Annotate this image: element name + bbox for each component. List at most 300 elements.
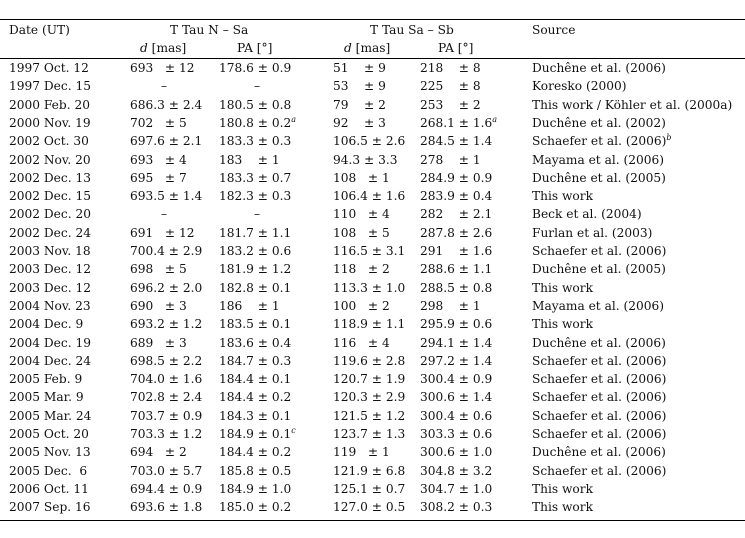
cell-sasb-d — [333, 464, 405, 478]
cell-sasb-pa — [420, 116, 497, 130]
cell-value: 113.3 ± 1.0 — [333, 280, 406, 295]
cell-value: 184.4 ± 0.1 — [219, 372, 292, 387]
cell-source — [532, 171, 666, 185]
cell-sasb-pa — [420, 98, 481, 112]
cell-value: 180.8 ± 0.2 — [219, 115, 292, 130]
cell-sasb-pa — [420, 354, 492, 368]
cell-nsa-pa — [219, 244, 291, 258]
cell-date — [9, 317, 83, 331]
cell-value: Duchêne et al. (2005) — [532, 170, 666, 185]
cell-value: 106.4 ± 1.6 — [333, 189, 406, 204]
cell-value: Duchêne et al. (2006) — [532, 335, 666, 350]
cell-value: Schaefer et al. (2006) — [532, 372, 667, 387]
cell-value: 2005 Mar. 9 — [9, 390, 84, 405]
cell-date — [9, 409, 91, 423]
cell-source — [532, 207, 642, 221]
cell-value: 298 ± 1 — [420, 298, 481, 313]
d-symbol: d — [344, 41, 352, 55]
cell-nsa-pa — [219, 171, 291, 185]
cell-value: Duchêne et al. (2006) — [532, 445, 666, 460]
cell-source — [532, 262, 666, 276]
cell-sasb-d — [333, 171, 390, 185]
cell-value: 288.6 ± 1.1 — [420, 262, 493, 277]
cell-date — [9, 336, 91, 350]
cell-value: 2006 Oct. 11 — [9, 481, 89, 496]
cell-value: 703.0 ± 5.7 — [130, 463, 203, 478]
cell-value: 278 ± 1 — [420, 152, 481, 167]
cell-nsa-pa — [219, 390, 291, 404]
cell-value: 294.1 ± 1.4 — [420, 335, 493, 350]
cell-value: 182.3 ± 0.3 — [219, 189, 292, 204]
cell-date — [9, 116, 91, 130]
cell-value: 185.8 ± 0.5 — [219, 463, 292, 478]
cell-value: This work — [532, 500, 593, 515]
cell-sasb-pa — [420, 299, 481, 313]
cell-value: 308.2 ± 0.3 — [420, 500, 493, 515]
cell-sasb-d — [333, 189, 405, 203]
cell-sasb-pa — [420, 134, 492, 148]
cell-sasb-pa — [420, 336, 492, 350]
cell-sasb-pa — [420, 445, 492, 459]
cell-date — [9, 134, 89, 148]
cell-value: – — [254, 79, 261, 94]
cell-sasb-pa — [420, 207, 492, 221]
cell-source — [532, 116, 666, 130]
cell-source — [532, 226, 652, 240]
cell-value: 2007 Sep. 16 — [9, 500, 91, 515]
cell-value: 693.5 ± 1.4 — [130, 189, 203, 204]
cell-value: 297.2 ± 1.4 — [420, 353, 493, 368]
cell-value: 184.3 ± 0.1 — [219, 408, 292, 423]
cell-source — [532, 281, 593, 295]
cell-date — [9, 171, 91, 185]
cell-nsa-d — [130, 317, 202, 331]
cell-sasb-pa — [420, 372, 492, 386]
cell-nsa-d — [130, 189, 202, 203]
cell-date — [9, 500, 91, 514]
cell-source — [532, 61, 666, 75]
cell-value: 686.3 ± 2.4 — [130, 97, 203, 112]
header-sasb-pa: PA [°] — [438, 41, 474, 55]
cell-value: – — [254, 207, 261, 222]
cell-value: 100 ± 2 — [333, 298, 390, 313]
cell-value: Duchêne et al. (2005) — [532, 262, 666, 277]
cell-sasb-pa — [420, 226, 492, 240]
cell-value: 2002 Dec. 15 — [9, 189, 91, 204]
cell-value: 2002 Dec. 24 — [9, 225, 91, 240]
cell-date — [9, 299, 91, 313]
cell-sasb-pa — [420, 409, 492, 423]
cell-value: 2005 Oct. 20 — [9, 427, 89, 441]
cell-value: 181.7 ± 1.1 — [219, 225, 292, 240]
cell-date — [9, 226, 91, 240]
cell-nsa-pa — [219, 464, 291, 478]
cell-value: 300.4 ± 0.6 — [420, 408, 493, 423]
cell-value: 1997 Oct. 12 — [9, 61, 89, 75]
cell-value: Duchêne et al. (2006) — [532, 61, 666, 75]
cell-value: 2002 Oct. 30 — [9, 134, 89, 149]
cell-value: 698.5 ± 2.2 — [130, 353, 203, 368]
cell-value: 125.1 ± 0.7 — [333, 481, 406, 496]
cell-value: 183 ± 1 — [219, 152, 280, 167]
cell-value: 183.5 ± 0.1 — [219, 317, 292, 332]
cell-value: Mayama et al. (2006) — [532, 152, 665, 167]
cell-value: 181.9 ± 1.2 — [219, 262, 292, 277]
cell-value: 94.3 ± 3.3 — [333, 152, 398, 167]
cell-date — [9, 79, 91, 93]
cell-source — [532, 354, 666, 368]
cell-date — [9, 207, 91, 221]
cell-value: 184.9 ± 1.0 — [219, 481, 292, 496]
cell-value: 218 ± 8 — [420, 61, 481, 75]
cell-value: 116 ± 4 — [333, 335, 390, 350]
top-rule — [0, 19, 745, 20]
cell-value: 300.6 ± 1.4 — [420, 390, 493, 405]
header-sasb-d — [344, 41, 390, 55]
cell-nsa-pa — [254, 207, 260, 221]
cell-value: 119 ± 1 — [333, 445, 390, 460]
cell-value: 121.5 ± 1.2 — [333, 408, 406, 423]
cell-value: 1997 Dec. 15 — [9, 79, 91, 94]
cell-sasb-d — [333, 390, 405, 404]
cell-sasb-d — [333, 262, 390, 276]
cell-value: 693 ± 4 — [130, 152, 187, 167]
cell-value: 2004 Dec. 24 — [9, 353, 91, 368]
d-unit: [mas] — [147, 41, 187, 55]
cell-sasb-d — [333, 445, 390, 459]
cell-nsa-d — [161, 207, 167, 221]
cell-sasb-d — [333, 153, 397, 167]
cell-value: This work — [532, 280, 593, 295]
header-date: Date (UT) — [9, 23, 70, 37]
cell-value: 116.5 ± 3.1 — [333, 244, 406, 258]
cell-source — [532, 445, 666, 459]
cell-nsa-pa — [219, 372, 291, 386]
cell-nsa-pa — [219, 153, 280, 167]
cell-value: 2002 Nov. 20 — [9, 152, 91, 167]
cell-nsa-pa — [219, 116, 296, 130]
cell-sasb-d — [333, 116, 386, 130]
cell-value: 2003 Dec. 12 — [9, 280, 91, 295]
header-group-sasb: T Tau Sa – Sb — [370, 23, 454, 37]
cell-value: 253 ± 2 — [420, 97, 481, 112]
cell-value: 695 ± 7 — [130, 170, 187, 185]
cell-sasb-pa — [420, 262, 492, 276]
footnote-marker: c — [291, 425, 296, 435]
cell-nsa-d — [130, 336, 187, 350]
cell-sasb-pa — [420, 281, 492, 295]
cell-value: Schaefer et al. (2006) — [532, 408, 667, 423]
cell-value: 106.5 ± 2.6 — [333, 134, 406, 149]
cell-value: 703.7 ± 0.9 — [130, 408, 203, 423]
cell-nsa-pa — [219, 317, 291, 331]
cell-value: Schaefer et al. (2006) — [532, 244, 667, 258]
cell-value: 2005 Nov. 13 — [9, 445, 91, 460]
footnote-marker: a — [291, 114, 297, 124]
cell-sasb-d — [333, 281, 405, 295]
cell-value: 184.4 ± 0.2 — [219, 445, 292, 460]
cell-sasb-pa — [420, 171, 492, 185]
cell-date — [9, 372, 82, 386]
cell-nsa-pa — [219, 299, 280, 313]
cell-nsa-d — [130, 134, 202, 148]
cell-nsa-d — [130, 116, 187, 130]
cell-nsa-d — [161, 79, 167, 93]
cell-nsa-pa — [219, 61, 291, 75]
cell-sasb-pa — [420, 153, 481, 167]
cell-value: 693 ± 12 — [130, 61, 195, 75]
cell-date — [9, 189, 91, 203]
cell-nsa-pa — [219, 189, 291, 203]
cell-value: 288.5 ± 0.8 — [420, 280, 493, 295]
cell-value: 180.5 ± 0.8 — [219, 97, 292, 112]
d-unit: [mas] — [351, 41, 391, 55]
cell-sasb-d — [333, 336, 390, 350]
cell-value: Beck et al. (2004) — [532, 207, 642, 222]
cell-nsa-d — [130, 464, 202, 478]
cell-sasb-d — [333, 207, 390, 221]
cell-sasb-d — [333, 500, 405, 514]
cell-nsa-pa — [219, 427, 296, 441]
cell-sasb-d — [333, 134, 405, 148]
cell-value: Schaefer et al. (2006) — [532, 353, 667, 368]
cell-nsa-d — [130, 390, 202, 404]
cell-nsa-d — [130, 372, 202, 386]
cell-value: 225 ± 8 — [420, 79, 481, 94]
cell-nsa-d — [130, 171, 187, 185]
cell-source — [532, 189, 593, 203]
cell-value: 184.9 ± 0.1 — [219, 427, 292, 441]
cell-value: 694.4 ± 0.9 — [130, 481, 203, 496]
cell-value: 118.9 ± 1.1 — [333, 317, 406, 332]
cell-source — [532, 427, 666, 441]
cell-value: 690 ± 3 — [130, 298, 187, 313]
cell-value: 184.4 ± 0.2 — [219, 390, 292, 405]
cell-source — [532, 153, 664, 167]
cell-value: 702.8 ± 2.4 — [130, 390, 203, 405]
cell-value: 694 ± 2 — [130, 445, 187, 460]
cell-value: 697.6 ± 2.1 — [130, 134, 203, 149]
cell-source — [532, 390, 666, 404]
cell-value: 120.7 ± 1.9 — [333, 372, 406, 387]
cell-value: 186 ± 1 — [219, 298, 280, 313]
cell-sasb-d — [333, 299, 390, 313]
cell-nsa-d — [130, 244, 202, 258]
header-source: Source — [532, 23, 576, 37]
cell-value: 2002 Dec. 13 — [9, 170, 91, 185]
cell-value: 2003 Nov. 18 — [9, 244, 91, 258]
cell-sasb-pa — [420, 390, 492, 404]
cell-value: 2004 Dec. 19 — [9, 335, 91, 350]
cell-value: 2000 Nov. 19 — [9, 115, 91, 130]
header-group-nsa: T Tau N – Sa — [170, 23, 249, 37]
cell-value: Schaefer et al. (2006) — [532, 390, 667, 405]
cell-value: 79 ± 2 — [333, 97, 386, 112]
cell-nsa-d — [130, 482, 202, 496]
cell-value: 110 ± 4 — [333, 207, 390, 222]
cell-value: 121.9 ± 6.8 — [333, 463, 406, 478]
cell-nsa-d — [130, 281, 202, 295]
cell-source — [532, 299, 664, 313]
cell-source — [532, 317, 593, 331]
cell-date — [9, 354, 91, 368]
cell-nsa-pa — [219, 262, 291, 276]
cell-nsa-pa — [219, 134, 291, 148]
cell-source — [532, 500, 593, 514]
cell-nsa-pa — [219, 226, 291, 240]
cell-value: 702 ± 5 — [130, 115, 187, 130]
cell-sasb-d — [333, 98, 386, 112]
cell-sasb-d — [333, 372, 405, 386]
cell-sasb-pa — [420, 500, 492, 514]
cell-nsa-d — [130, 427, 202, 441]
cell-value: – — [161, 207, 168, 222]
cell-source — [532, 244, 666, 258]
cell-value: 284.9 ± 0.9 — [420, 170, 493, 185]
cell-value: 287.8 ± 2.6 — [420, 225, 493, 240]
cell-value: 183.3 ± 0.3 — [219, 134, 292, 149]
cell-date — [9, 390, 84, 404]
cell-date — [9, 445, 91, 459]
cell-value: 53 ± 9 — [333, 79, 386, 94]
cell-value: 303.3 ± 0.6 — [420, 427, 493, 441]
cell-value: 693.2 ± 1.2 — [130, 317, 203, 332]
cell-source — [532, 409, 666, 423]
cell-value: 300.4 ± 0.9 — [420, 372, 493, 387]
cell-nsa-pa — [219, 500, 291, 514]
cell-value: 2003 Dec. 12 — [9, 262, 91, 277]
cell-value: 92 ± 3 — [333, 115, 386, 130]
cell-sasb-pa — [420, 61, 481, 75]
cell-value: Koresko (2000) — [532, 79, 627, 94]
cell-value: This work / Köhler et al. (2000a) — [532, 97, 733, 112]
footnote-marker: b — [666, 133, 672, 143]
cell-nsa-pa — [219, 409, 291, 423]
cell-nsa-d — [130, 445, 187, 459]
cell-sasb-d — [333, 409, 405, 423]
cell-sasb-d — [333, 226, 390, 240]
cell-sasb-d — [333, 427, 405, 441]
cell-nsa-d — [130, 98, 202, 112]
cell-value: 284.5 ± 1.4 — [420, 134, 493, 149]
cell-value: 183.3 ± 0.7 — [219, 170, 292, 185]
cell-value: 2002 Dec. 20 — [9, 207, 91, 222]
cell-value: Duchêne et al. (2002) — [532, 115, 666, 130]
cell-value: Schaefer et al. (2006) — [532, 134, 667, 149]
cell-source — [532, 464, 666, 478]
cell-value: Schaefer et al. (2006) — [532, 463, 667, 478]
cell-nsa-d — [130, 262, 187, 276]
cell-value: 295.9 ± 0.6 — [420, 317, 493, 332]
cell-date — [9, 262, 91, 276]
cell-value: 178.6 ± 0.9 — [219, 61, 292, 75]
cell-sasb-d — [333, 317, 405, 331]
cell-value: 123.7 ± 1.3 — [333, 427, 406, 441]
footnote-marker: a — [492, 114, 498, 124]
cell-value: 696.2 ± 2.0 — [130, 280, 203, 295]
cell-sasb-d — [333, 354, 405, 368]
cell-value: 283.9 ± 0.4 — [420, 189, 493, 204]
cell-value: 2000 Feb. 20 — [9, 97, 90, 112]
cell-nsa-pa — [219, 336, 291, 350]
cell-source — [532, 134, 671, 148]
cell-sasb-pa — [420, 427, 492, 441]
cell-value: 118 ± 2 — [333, 262, 390, 277]
cell-date — [9, 464, 87, 478]
cell-value: 291 ± 1.6 — [420, 244, 493, 258]
cell-value: 2004 Nov. 23 — [9, 298, 91, 313]
cell-value: 108 ± 1 — [333, 170, 390, 185]
cell-nsa-pa — [219, 354, 291, 368]
cell-nsa-pa — [219, 98, 291, 112]
bottom-rule — [0, 520, 745, 521]
cell-value: Furlan et al. (2003) — [532, 225, 653, 240]
cell-sasb-pa — [420, 189, 492, 203]
cell-value: 182.8 ± 0.1 — [219, 280, 292, 295]
cell-source — [532, 372, 666, 386]
cell-nsa-pa — [219, 482, 291, 496]
cell-value: 127.0 ± 0.5 — [333, 500, 406, 515]
cell-nsa-d — [130, 153, 187, 167]
cell-nsa-pa — [219, 445, 291, 459]
cell-nsa-d — [130, 354, 202, 368]
cell-nsa-d — [130, 226, 194, 240]
cell-source — [532, 336, 666, 350]
cell-nsa-pa — [254, 79, 260, 93]
cell-date — [9, 61, 89, 75]
cell-sasb-d — [333, 482, 405, 496]
cell-value: 268.1 ± 1.6 — [420, 115, 493, 130]
cell-date — [9, 244, 91, 258]
cell-value: 51 ± 9 — [333, 61, 386, 75]
cell-nsa-pa — [219, 281, 291, 295]
cell-nsa-d — [130, 500, 202, 514]
cell-source — [532, 482, 593, 496]
cell-date — [9, 281, 91, 295]
cell-value: 2005 Mar. 24 — [9, 408, 92, 423]
d-symbol: d — [140, 41, 148, 55]
cell-value: 304.7 ± 1.0 — [420, 481, 493, 496]
cell-date — [9, 153, 91, 167]
cell-value: 120.3 ± 2.9 — [333, 390, 406, 405]
cell-value: 704.0 ± 1.6 — [130, 372, 203, 387]
cell-value: 2005 Feb. 9 — [9, 372, 83, 387]
cell-nsa-d — [130, 299, 187, 313]
cell-value: This work — [532, 481, 593, 496]
cell-sasb-pa — [420, 79, 481, 93]
cell-value: 184.7 ± 0.3 — [219, 353, 292, 368]
cell-value: 304.8 ± 3.2 — [420, 463, 493, 478]
cell-value: 691 ± 12 — [130, 225, 195, 240]
cell-nsa-d — [130, 409, 202, 423]
cell-value: 300.6 ± 1.0 — [420, 445, 493, 460]
cell-value: 2005 Dec. 6 — [9, 463, 88, 478]
cell-sasb-d — [333, 244, 405, 258]
cell-value: 698 ± 5 — [130, 262, 187, 277]
header-rule — [0, 58, 745, 59]
cell-value: – — [161, 79, 168, 94]
cell-value: This work — [532, 317, 593, 332]
cell-sasb-d — [333, 79, 386, 93]
cell-value: 703.3 ± 1.2 — [130, 427, 203, 441]
cell-value: 700.4 ± 2.9 — [130, 244, 203, 258]
cell-date — [9, 427, 89, 441]
header-nsa-pa: PA [°] — [237, 41, 273, 55]
cell-source — [532, 98, 732, 112]
cell-sasb-pa — [420, 317, 492, 331]
cell-value: 185.0 ± 0.2 — [219, 500, 292, 515]
cell-value: 183.2 ± 0.6 — [219, 244, 292, 258]
